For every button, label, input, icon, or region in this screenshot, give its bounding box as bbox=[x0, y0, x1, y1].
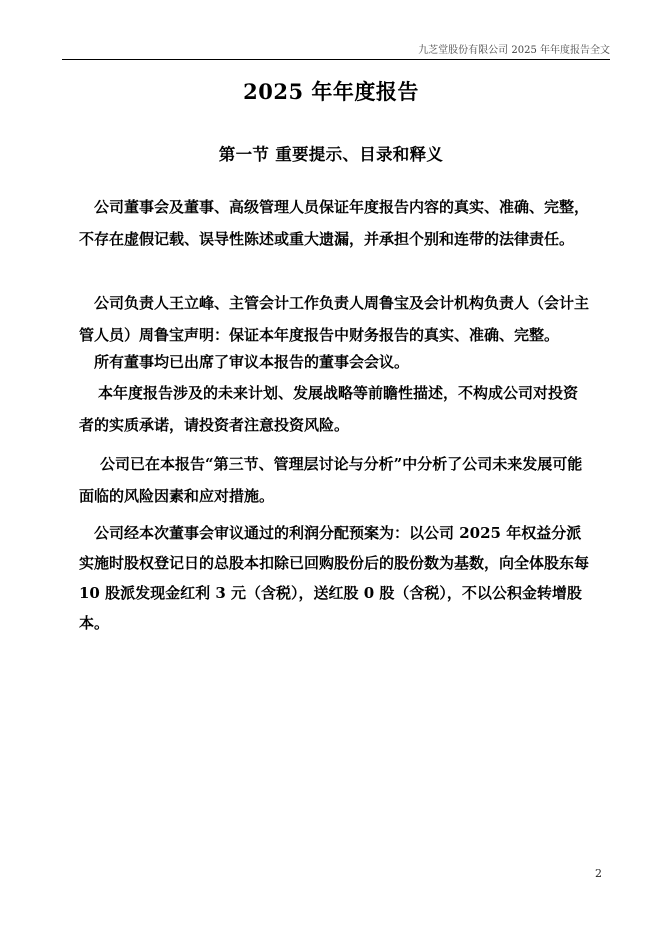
section-title: 第一节 重要提示、目录和释义 bbox=[218, 145, 444, 164]
paragraph-profit-distribution: 公司经本次董事会审议通过的利润分配预案为：以公司 2025 年权益分派实施时股权登记日的总股本扣除已回购股份后的股份数为基数，向全体股东每 10 股派发现金红利 3 元（含税），送红股 0 股（含税），不以公积金转增股本。 bbox=[79, 524, 590, 632]
header-divider bbox=[62, 59, 610, 60]
paragraph-forward-looking: 本年度报告涉及的未来计划、发展战略等前瞻性描述，不构成公司对投资者的实质承诺，请投资者注意投资风险。 bbox=[79, 384, 579, 434]
page-title: 2025 年年度报告 bbox=[243, 79, 419, 104]
running-header: 九芝堂股份有限公司 2025 年年度报告全文 bbox=[418, 45, 610, 56]
page-number: 2 bbox=[595, 867, 602, 880]
paragraph-responsible-persons: 公司负责人王立峰、主管会计工作负责人周鲁宝及会计机构负责人（会计主管人员）周鲁宝声明：保证本年度报告中财务报告的真实、准确、完整。 bbox=[79, 294, 590, 344]
paragraph-risk-factors: 公司已在本报告“第三节、管理层讨论与分析”中分析了公司未来发展可能面临的风险因素和应对措施。 bbox=[79, 455, 583, 505]
paragraph-directors-attendance: 所有董事均已出席了审议本报告的董事会会议。 bbox=[94, 353, 410, 371]
paragraph-board-guarantee: 公司董事会及董事、高级管理人员保证年度报告内容的真实、准确、完整，不存在虚假记载、误导性陈述或重大遗漏，并承担个别和连带的法律责任。 bbox=[79, 198, 590, 248]
